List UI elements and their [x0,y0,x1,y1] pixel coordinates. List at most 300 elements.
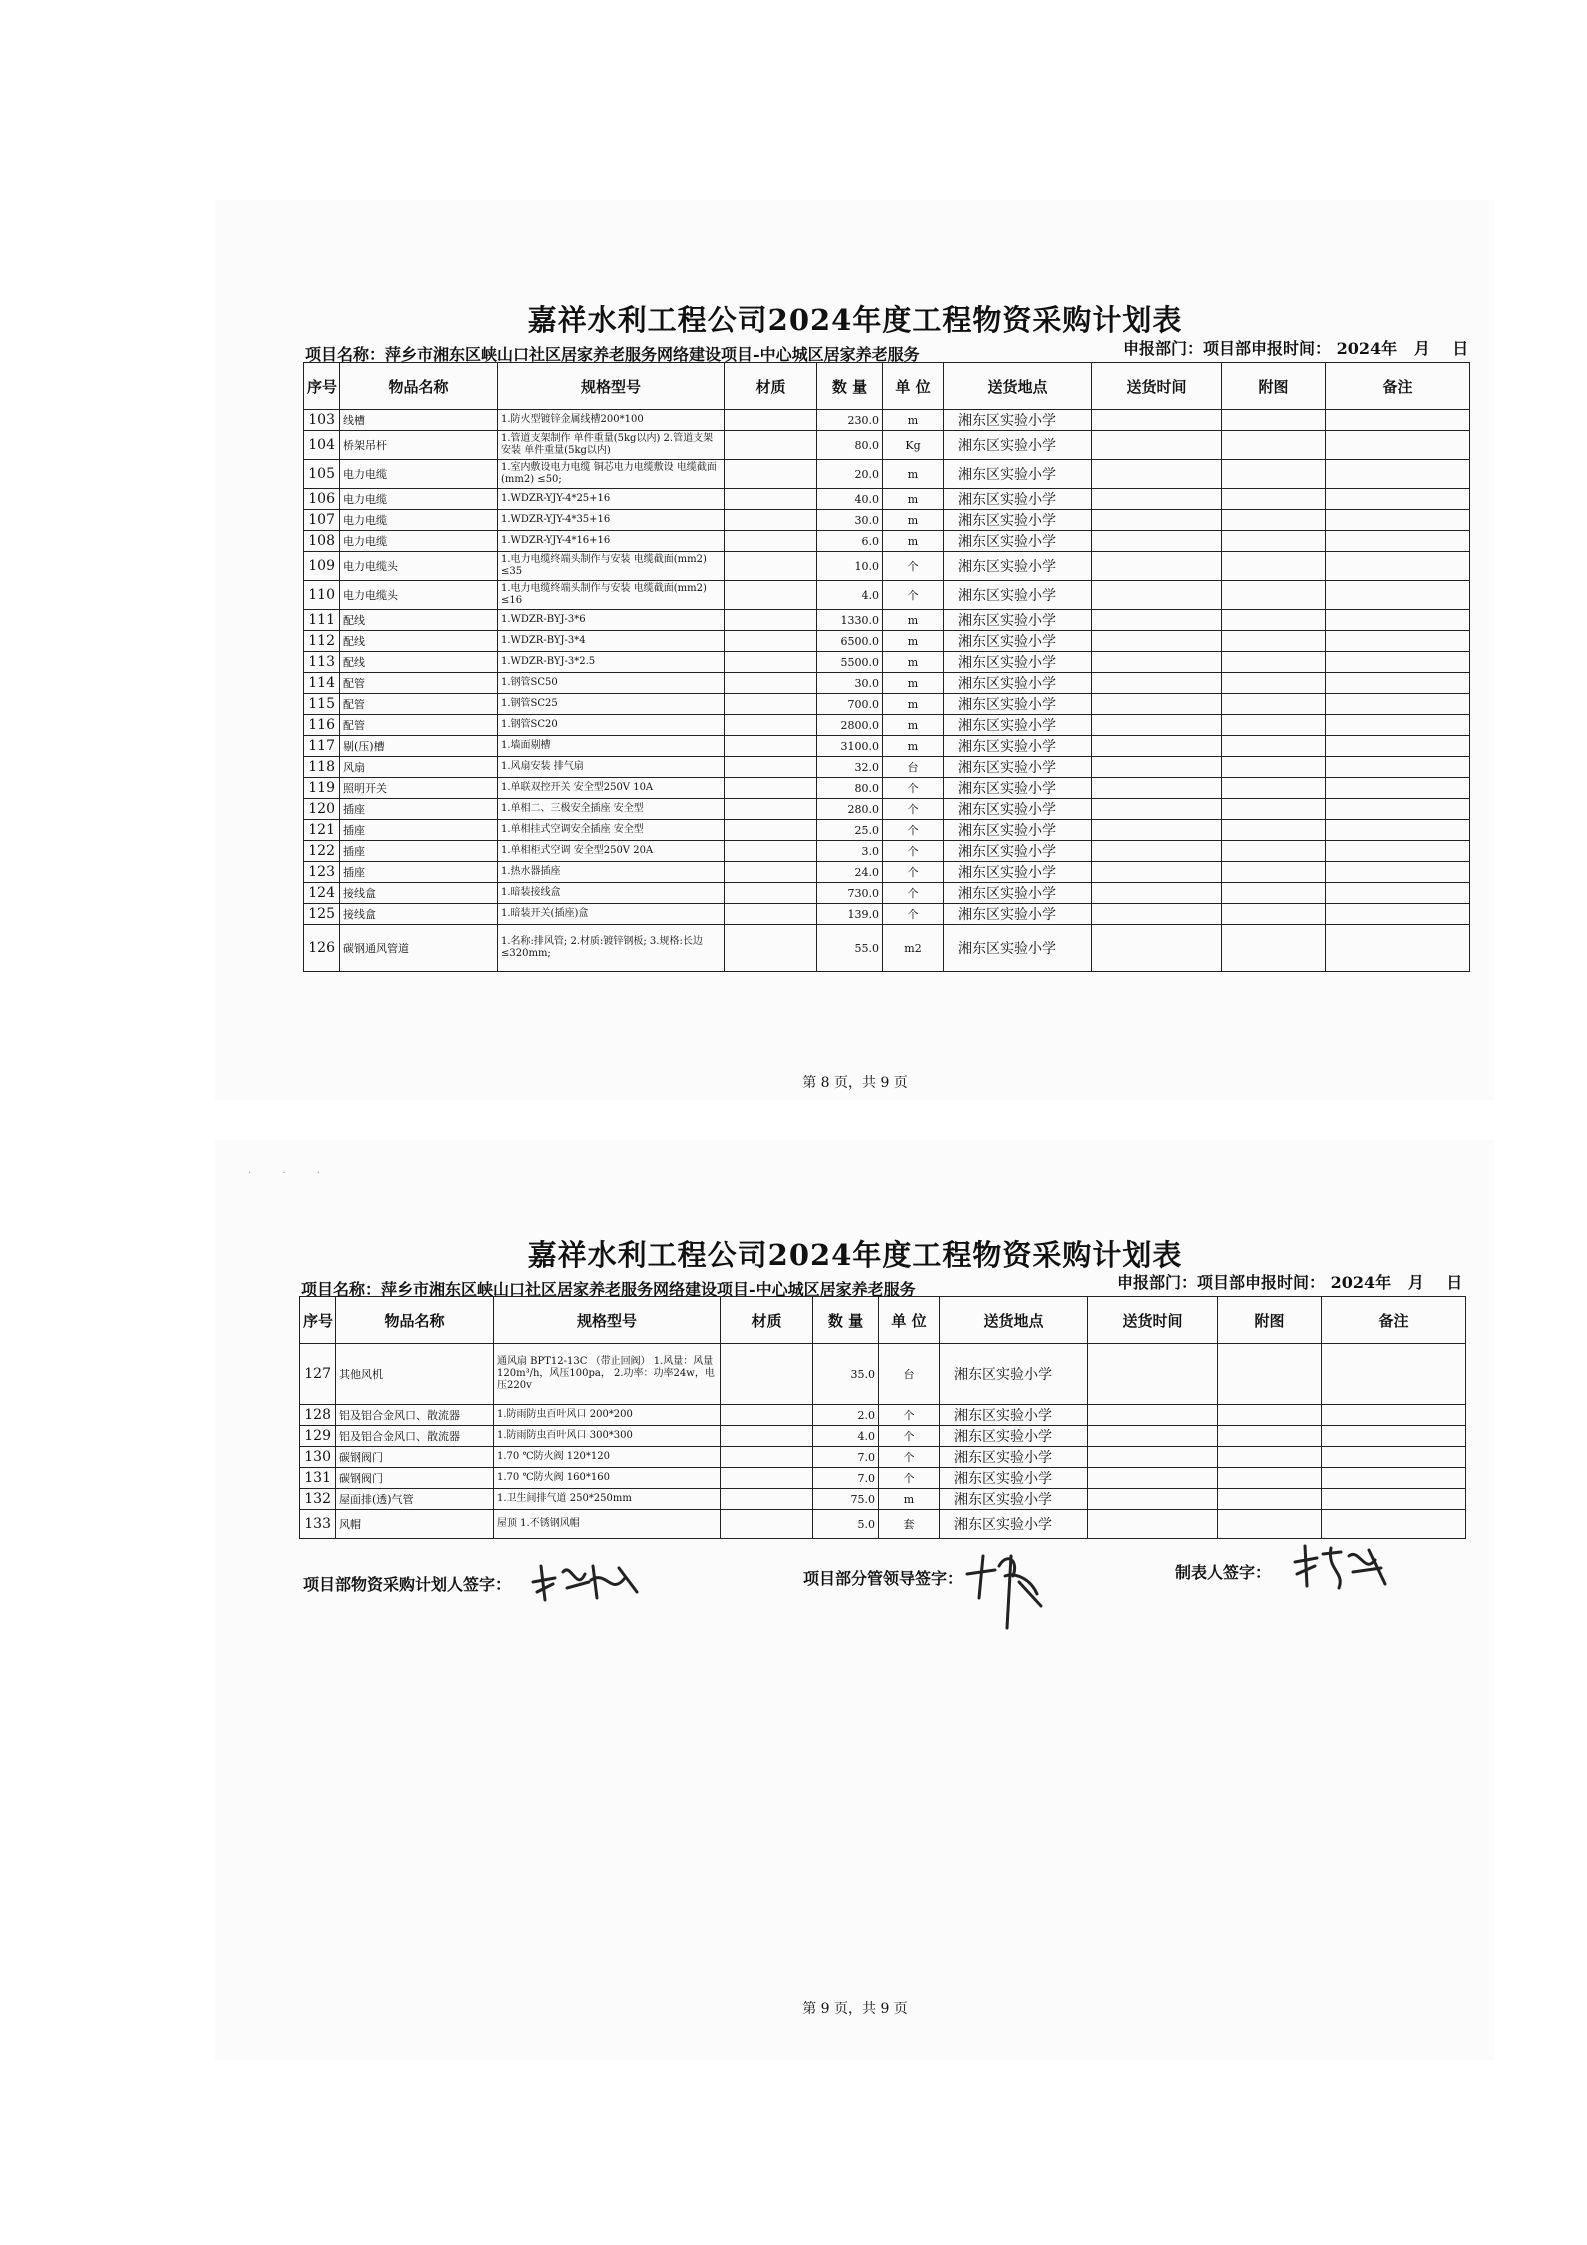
cell-delivery-location: 湘东区实验小学 [944,552,1092,581]
cell-spec: 1.管道支架制作 单件重量(5kg以内) 2.管道支架安装 单件重量(5kg以内) [498,431,725,460]
cell-material [725,631,817,652]
col-header-attachment-2: 附图 [1218,1297,1322,1344]
cell-attachment [1218,1344,1322,1405]
cell-remarks [1326,460,1470,489]
cell-unit: m [883,489,944,510]
cell-remarks [1322,1468,1466,1489]
col-header-delivery-time: 送货时间 [1092,363,1222,410]
cell-no: 133 [300,1510,336,1539]
table-row [304,552,1470,581]
planner-signature [527,1552,647,1606]
cell-item-name: 剔(压)槽 [340,736,498,757]
cell-attachment [1222,694,1326,715]
dept-value: 项目部 [1203,339,1252,358]
cell-material [725,925,817,972]
cell-unit: m [883,410,944,431]
table-row [304,489,1470,510]
cell-material [725,510,817,531]
cell-quantity: 700.0 [817,694,883,715]
cell-attachment [1218,1510,1322,1539]
cell-item-name: 碳钢阀门 [336,1447,494,1468]
cell-delivery-time [1092,694,1222,715]
cell-quantity: 1330.0 [817,610,883,631]
cell-material [725,610,817,631]
cell-spec: 1.防火型镀锌金属线槽200*100 [498,410,725,431]
table-row [300,1344,1466,1405]
cell-quantity: 55.0 [817,925,883,972]
dept-label-2: 申报部门： [1117,1273,1198,1292]
cell-attachment [1222,715,1326,736]
table-row [304,410,1470,431]
cell-item-name: 插座 [340,862,498,883]
cell-delivery-time [1092,862,1222,883]
cell-no: 115 [304,694,340,715]
cell-material [725,431,817,460]
cell-delivery-time [1092,673,1222,694]
cell-spec: 1.防雨防虫百叶风口 300*300 [494,1426,721,1447]
report-month: 月 [1413,339,1430,358]
cell-item-name: 插座 [340,820,498,841]
cell-unit: 个 [879,1426,940,1447]
procurement-table-page-2 [299,1296,1466,1539]
procurement-table-page-1 [303,362,1470,972]
cell-delivery-time [1092,757,1222,778]
cell-material [725,410,817,431]
cell-delivery-location: 湘东区实验小学 [940,1405,1088,1426]
cell-delivery-time [1092,799,1222,820]
cell-unit: m [883,694,944,715]
cell-delivery-location: 湘东区实验小学 [944,510,1092,531]
col-header-material-2: 材质 [721,1297,813,1344]
cell-unit: 台 [879,1344,940,1405]
table-row [304,510,1470,531]
cell-unit: 个 [883,820,944,841]
cell-remarks [1326,552,1470,581]
cell-unit: 个 [883,552,944,581]
cell-delivery-time [1088,1510,1218,1539]
cell-item-name: 配管 [340,715,498,736]
cell-material [725,552,817,581]
cell-delivery-time [1092,820,1222,841]
table-row [304,736,1470,757]
table-row [300,1510,1466,1539]
cell-quantity: 35.0 [813,1344,879,1405]
cell-quantity: 80.0 [817,778,883,799]
table-row [304,431,1470,460]
report-year-2: 2024年 [1330,1273,1392,1292]
cell-item-name: 线槽 [340,410,498,431]
cell-spec: 1.WDZR-YJY-4*16+16 [498,531,725,552]
cell-no: 128 [300,1405,336,1426]
cell-quantity: 230.0 [817,410,883,431]
col-header-qty: 数 量 [817,363,883,410]
cell-delivery-location: 湘东区实验小学 [944,610,1092,631]
cell-material [721,1405,813,1426]
cell-unit: m [883,510,944,531]
dept-label: 申报部门： [1123,339,1204,358]
col-header-attachment: 附图 [1222,363,1326,410]
cell-attachment [1222,510,1326,531]
cell-item-name: 插座 [340,799,498,820]
planner-signature-label: 项目部物资采购计划人签字： [303,1575,512,1594]
cell-remarks [1326,715,1470,736]
cell-quantity: 5.0 [813,1510,879,1539]
cell-attachment [1222,757,1326,778]
cell-unit: 个 [879,1405,940,1426]
cell-delivery-time [1092,460,1222,489]
cell-unit: m [883,531,944,552]
cell-spec: 1.WDZR-YJY-4*35+16 [498,510,725,531]
cell-unit: 台 [883,757,944,778]
cell-material [725,652,817,673]
cell-material [721,1426,813,1447]
table-row [304,631,1470,652]
cell-material [725,883,817,904]
cell-item-name: 配线 [340,631,498,652]
cell-spec: 1.单相二、三极安全插座 安全型 [498,799,725,820]
table-row [304,820,1470,841]
cell-material [725,489,817,510]
cell-item-name: 电力电缆 [340,489,498,510]
cell-remarks [1326,510,1470,531]
cell-remarks [1326,610,1470,631]
cell-no: 118 [304,757,340,778]
table-row [304,778,1470,799]
table-row [300,1447,1466,1468]
cell-no: 127 [300,1344,336,1405]
cell-material [721,1489,813,1510]
document-title: 嘉祥水利工程公司2024年度工程物资采购计划表 [527,303,1183,337]
cell-attachment [1222,581,1326,610]
cell-delivery-time [1092,841,1222,862]
cell-delivery-time [1092,531,1222,552]
cell-unit: 个 [883,862,944,883]
cell-remarks [1326,820,1470,841]
cell-item-name: 电力电缆 [340,460,498,489]
cell-unit: m [883,631,944,652]
cell-delivery-location: 湘东区实验小学 [944,904,1092,925]
table-row [304,862,1470,883]
cell-delivery-time [1092,581,1222,610]
cell-unit: 个 [879,1447,940,1468]
cell-quantity: 10.0 [817,552,883,581]
cell-delivery-time [1092,631,1222,652]
cell-unit: 个 [883,778,944,799]
cell-delivery-location: 湘东区实验小学 [944,631,1092,652]
cell-delivery-location: 湘东区实验小学 [940,1489,1088,1510]
cell-quantity: 4.0 [817,581,883,610]
cell-attachment [1222,673,1326,694]
table-row [304,715,1470,736]
cell-delivery-time [1092,610,1222,631]
cell-material [725,778,817,799]
cell-no: 113 [304,652,340,673]
cell-delivery-location: 湘东区实验小学 [944,431,1092,460]
cell-unit: 个 [883,799,944,820]
table-header-row [304,363,1470,410]
cell-material [725,531,817,552]
cell-delivery-time [1092,510,1222,531]
cell-attachment [1222,460,1326,489]
cell-delivery-time [1088,1426,1218,1447]
col-header-name: 物品名称 [340,363,498,410]
cell-delivery-time [1092,778,1222,799]
cell-quantity: 30.0 [817,510,883,531]
cell-item-name: 插座 [340,841,498,862]
table-header-row-2 [300,1297,1466,1344]
cell-no: 103 [304,410,340,431]
cell-no: 126 [304,925,340,972]
cell-delivery-location: 湘东区实验小学 [944,862,1092,883]
cell-attachment [1222,489,1326,510]
cell-material [725,673,817,694]
cell-remarks [1322,1426,1466,1447]
cell-material [725,460,817,489]
col-header-unit: 单 位 [883,363,944,410]
cell-quantity: 24.0 [817,862,883,883]
cell-remarks [1322,1447,1466,1468]
cell-item-name: 配线 [340,652,498,673]
table-row [304,610,1470,631]
cell-quantity: 75.0 [813,1489,879,1510]
cell-remarks [1326,694,1470,715]
cell-delivery-location: 湘东区实验小学 [940,1447,1088,1468]
cell-delivery-time [1092,904,1222,925]
table-row [304,460,1470,489]
cell-delivery-location: 湘东区实验小学 [944,489,1092,510]
cell-remarks [1326,757,1470,778]
cell-item-name: 其他风机 [336,1344,494,1405]
cell-item-name: 配管 [340,694,498,715]
col-header-material: 材质 [725,363,817,410]
cell-item-name: 电力电缆头 [340,552,498,581]
cell-attachment [1218,1405,1322,1426]
col-header-delivery-time-2: 送货时间 [1088,1297,1218,1344]
cell-delivery-time [1092,736,1222,757]
cell-attachment [1222,820,1326,841]
cell-spec: 1.钢管SC25 [498,694,725,715]
cell-quantity: 6.0 [817,531,883,552]
cell-spec: 1.电力电缆终端头制作与安装 电缆截面(mm2) ≤35 [498,552,725,581]
cell-attachment [1222,778,1326,799]
cell-unit: m [883,715,944,736]
cell-attachment [1218,1447,1322,1468]
cell-unit: 个 [879,1468,940,1489]
cell-no: 124 [304,883,340,904]
cell-no: 125 [304,904,340,925]
cell-delivery-time [1088,1489,1218,1510]
cell-attachment [1222,925,1326,972]
cell-spec: 1.WDZR-BYJ-3*6 [498,610,725,631]
cell-spec: 1.钢管SC20 [498,715,725,736]
cell-quantity: 20.0 [817,460,883,489]
cell-quantity: 6500.0 [817,631,883,652]
cell-item-name: 照明开关 [340,778,498,799]
cell-delivery-location: 湘东区实验小学 [944,460,1092,489]
cell-remarks [1322,1489,1466,1510]
cell-material [721,1447,813,1468]
cell-delivery-location: 湘东区实验小学 [944,581,1092,610]
scan-specks: · · · [248,1168,334,1179]
report-month-2: 月 [1407,1273,1424,1292]
cell-remarks [1326,652,1470,673]
cell-remarks [1326,489,1470,510]
cell-spec: 1.风扇安装 排气扇 [498,757,725,778]
col-header-spec-2: 规格型号 [494,1297,721,1344]
table-row [300,1468,1466,1489]
cell-no: 131 [300,1468,336,1489]
cell-remarks [1326,904,1470,925]
cell-quantity: 2.0 [813,1405,879,1426]
table-row [300,1426,1466,1447]
col-header-name-2: 物品名称 [336,1297,494,1344]
cell-material [725,904,817,925]
cell-delivery-location: 湘东区实验小学 [944,883,1092,904]
maker-signature [1289,1540,1399,1594]
cell-quantity: 139.0 [817,904,883,925]
table-row [304,673,1470,694]
cell-delivery-location: 湘东区实验小学 [944,736,1092,757]
cell-unit: m2 [883,925,944,972]
cell-quantity: 30.0 [817,673,883,694]
col-header-remarks: 备注 [1326,363,1470,410]
cell-material [721,1344,813,1405]
col-header-qty-2: 数 量 [813,1297,879,1344]
cell-quantity: 7.0 [813,1468,879,1489]
cell-attachment [1222,904,1326,925]
cell-remarks [1322,1344,1466,1405]
cell-attachment [1222,610,1326,631]
cell-remarks [1326,862,1470,883]
cell-delivery-location: 湘东区实验小学 [944,715,1092,736]
cell-no: 117 [304,736,340,757]
cell-attachment [1222,410,1326,431]
cell-attachment [1222,736,1326,757]
cell-delivery-location: 湘东区实验小学 [944,757,1092,778]
cell-delivery-time [1092,652,1222,673]
cell-remarks [1326,410,1470,431]
cell-remarks [1326,799,1470,820]
leader-signature-label: 项目部分管领导签字： [803,1569,964,1588]
table-row [304,652,1470,673]
cell-spec: 1.单联双控开关 安全型250V 10A [498,778,725,799]
cell-unit: m [883,673,944,694]
cell-spec: 1.钢管SC50 [498,673,725,694]
report-time-label: 申报时间： [1251,339,1332,358]
cell-delivery-location: 湘东区实验小学 [944,841,1092,862]
cell-item-name: 电力电缆头 [340,581,498,610]
table-row [304,799,1470,820]
cell-delivery-location: 湘东区实验小学 [940,1468,1088,1489]
cell-no: 114 [304,673,340,694]
table-body-page-2 [300,1344,1466,1539]
cell-no: 119 [304,778,340,799]
cell-spec: 1.卫生间排气道 250*250mm [494,1489,721,1510]
report-year: 2024年 [1336,339,1398,358]
dept-value-2: 项目部 [1197,1273,1246,1292]
cell-remarks [1326,631,1470,652]
cell-item-name: 铝及铝合金风口、散流器 [336,1405,494,1426]
cell-spec: 1.室内敷设电力电缆 铜芯电力电缆敷设 电缆截面(mm2) ≤50; [498,460,725,489]
cell-item-name: 电力电缆 [340,510,498,531]
cell-quantity: 2800.0 [817,715,883,736]
cell-quantity: 730.0 [817,883,883,904]
cell-no: 104 [304,431,340,460]
cell-unit: m [883,460,944,489]
col-header-remarks-2: 备注 [1322,1297,1466,1344]
cell-unit: 个 [883,883,944,904]
cell-no: 110 [304,581,340,610]
leader-signature [961,1536,1051,1636]
cell-delivery-location: 湘东区实验小学 [940,1426,1088,1447]
table-row [304,694,1470,715]
table-row [300,1489,1466,1510]
cell-no: 112 [304,631,340,652]
cell-quantity: 80.0 [817,431,883,460]
cell-delivery-location: 湘东区实验小学 [944,820,1092,841]
cell-spec: 1.单相柜式空调 安全型250V 20A [498,841,725,862]
cell-delivery-time [1092,925,1222,972]
table-row [304,904,1470,925]
cell-unit: 个 [883,904,944,925]
cell-remarks [1326,883,1470,904]
cell-delivery-time [1088,1344,1218,1405]
cell-material [721,1468,813,1489]
cell-attachment [1222,531,1326,552]
report-meta [1123,336,1468,359]
cell-delivery-location: 湘东区实验小学 [944,778,1092,799]
cell-item-name: 接线盒 [340,904,498,925]
cell-delivery-time [1092,489,1222,510]
table-row [304,883,1470,904]
cell-quantity: 32.0 [817,757,883,778]
cell-spec: 1.墙面剔槽 [498,736,725,757]
cell-item-name: 配线 [340,610,498,631]
cell-remarks [1322,1510,1466,1539]
cell-delivery-time [1092,552,1222,581]
cell-unit: m [883,652,944,673]
cell-attachment [1222,862,1326,883]
cell-unit: 个 [883,841,944,862]
col-header-no: 序号 [304,363,340,410]
cell-remarks [1326,778,1470,799]
table-row [304,757,1470,778]
cell-delivery-time [1092,715,1222,736]
cell-material [725,799,817,820]
cell-no: 105 [304,460,340,489]
cell-quantity: 3.0 [817,841,883,862]
document-page-2 [215,1140,1495,2060]
cell-attachment [1222,552,1326,581]
col-header-unit-2: 单 位 [879,1297,940,1344]
cell-item-name: 风扇 [340,757,498,778]
cell-remarks [1326,925,1470,972]
cell-material [725,581,817,610]
cell-attachment [1222,799,1326,820]
table-row [304,531,1470,552]
cell-unit: m [879,1489,940,1510]
cell-quantity: 40.0 [817,489,883,510]
document-title-2: 嘉祥水利工程公司2024年度工程物资采购计划表 [527,1238,1183,1272]
cell-delivery-location: 湘东区实验小学 [944,531,1092,552]
cell-unit: Kg [883,431,944,460]
cell-delivery-time [1092,883,1222,904]
cell-no: 123 [304,862,340,883]
page-footer-2: 第 9 页，共 9 页 [802,2001,908,2017]
page-footer-1: 第 8 页，共 9 页 [802,1075,908,1091]
col-header-location: 送货地点 [944,363,1092,410]
cell-spec: 1.WDZR-BYJ-3*2.5 [498,652,725,673]
